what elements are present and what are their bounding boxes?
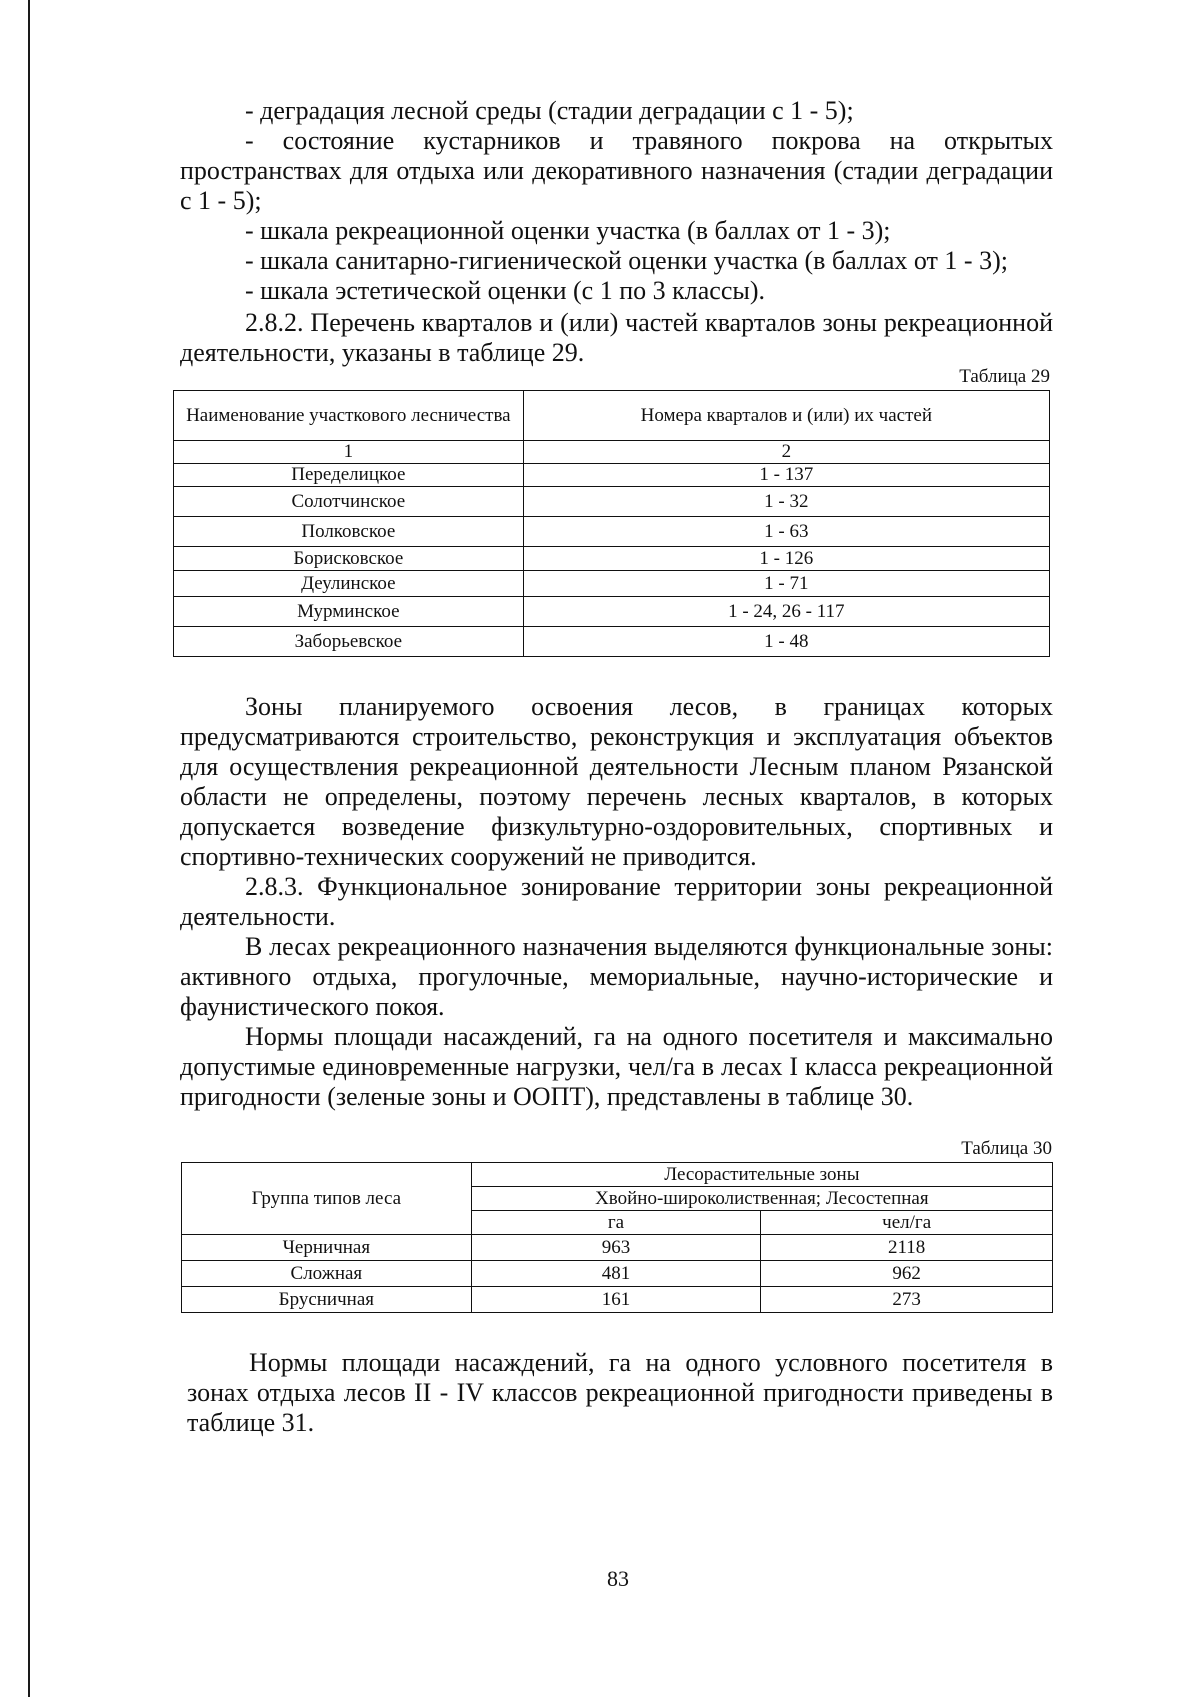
table30-unit-ha: га bbox=[471, 1211, 761, 1235]
table-row bbox=[174, 571, 1050, 597]
table30-unit-people: чел/га bbox=[761, 1211, 1053, 1235]
table29-caption: Таблица 29 bbox=[959, 366, 1050, 387]
table-cell: 1 - 126 bbox=[523, 547, 1049, 571]
table-row bbox=[174, 597, 1050, 627]
table-cell: 1 - 24, 26 - 117 bbox=[523, 597, 1049, 627]
table29-header-row bbox=[174, 391, 1050, 441]
table-cell: 1 - 32 bbox=[523, 487, 1049, 517]
table-cell: 963 bbox=[471, 1235, 761, 1261]
table-cell: Сложная bbox=[182, 1261, 472, 1287]
table-cell: Солотчинское bbox=[174, 487, 524, 517]
paragraph-2-8-3: 2.8.3. Функциональное зонирование территории зоны рекреационной деятельности. bbox=[180, 872, 1053, 931]
table30-header-row bbox=[182, 1163, 1053, 1187]
table-row bbox=[174, 487, 1050, 517]
bullet-sanitary-scale: - шкала санитарно-гигиенической оценки участка (в баллах от 1 - 3); bbox=[245, 246, 1008, 275]
paragraph-norms-class-1: Нормы площади насаждений, га на одного посетителя и максимально допустимые единовременные нагрузки, чел/га в лесах I класса рекреационной пригодности (зеленые зоны и ООПТ), представлены в таблице 30. bbox=[180, 1022, 1053, 1111]
paragraph-norms-class-2-4: Нормы площади насаждений, га на одного условного посетителя в зонах отдыха лесов II - IV классов рекреационной пригодности приведены в таблице 31. bbox=[187, 1348, 1053, 1437]
bullet-shrubs: - состояние кустарников и травяного покрова на открытых пространствах для отдыха или декоративного назначения (стадии деградации с 1 - 5); bbox=[180, 126, 1053, 215]
table29-colnum-row bbox=[174, 441, 1050, 464]
table-cell: Черничная bbox=[182, 1235, 472, 1261]
table-row bbox=[174, 464, 1050, 487]
table30-header-subzone: Хвойно-широколиственная; Лесостепная bbox=[471, 1187, 1052, 1211]
paragraph-zones: Зоны планируемого освоения лесов, в границах которых предусматриваются строительство, реконструкция и эксплуатация объектов для осуществления рекреационной деятельности Лесным планом Рязанской области не определены, поэтому перечень лесных кварталов, в которых допускается возведение физкультурно-оздоровительных, спортивных и спортивно-технических сооружений не приводится. bbox=[180, 692, 1053, 871]
table30-caption: Таблица 30 bbox=[961, 1138, 1052, 1159]
table-cell: 1 - 48 bbox=[523, 627, 1049, 657]
table29-colnum: 1 bbox=[174, 441, 524, 464]
table29-header-quarters: Номера кварталов и (или) их частей bbox=[523, 391, 1049, 441]
table-cell: 161 bbox=[471, 1287, 761, 1313]
table-cell: Заборьевское bbox=[174, 627, 524, 657]
page-number: 83 bbox=[607, 1566, 629, 1591]
table-cell: 962 bbox=[761, 1261, 1053, 1287]
table-row bbox=[182, 1261, 1053, 1287]
table-cell: 1 - 137 bbox=[523, 464, 1049, 487]
table-cell: Переделицкое bbox=[174, 464, 524, 487]
table30-header-zones: Лесорастительные зоны bbox=[471, 1163, 1052, 1187]
table-cell: 2118 bbox=[761, 1235, 1053, 1261]
table29-header-forestry: Наименование участкового лесничества bbox=[174, 391, 524, 441]
bullet-aesthetic-scale: - шкала эстетической оценки (с 1 по 3 классы). bbox=[245, 276, 765, 305]
table-cell: Деулинское bbox=[174, 571, 524, 597]
table30-header-group: Группа типов леса bbox=[182, 1163, 472, 1235]
table-cell: 1 - 63 bbox=[523, 517, 1049, 547]
table-30 bbox=[181, 1162, 1053, 1313]
table-cell: 273 bbox=[761, 1287, 1053, 1313]
paragraph-2-8-2: 2.8.2. Перечень кварталов и (или) частей кварталов зоны рекреационной деятельности, указаны в таблице 29. bbox=[180, 308, 1053, 367]
table-cell: Мурминское bbox=[174, 597, 524, 627]
table-cell: Брусничная bbox=[182, 1287, 472, 1313]
table-row bbox=[174, 627, 1050, 657]
table-row bbox=[174, 547, 1050, 571]
table-29 bbox=[173, 390, 1050, 657]
table-cell: Борисковское bbox=[174, 547, 524, 571]
table-cell: Полковское bbox=[174, 517, 524, 547]
table-cell: 481 bbox=[471, 1261, 761, 1287]
table29-colnum: 2 bbox=[523, 441, 1049, 464]
table-row bbox=[174, 517, 1050, 547]
table-row bbox=[182, 1235, 1053, 1261]
bullet-degradation: - деградация лесной среды (стадии деградации с 1 - 5); bbox=[245, 96, 854, 125]
bullet-recreational-scale: - шкала рекреационной оценки участка (в баллах от 1 - 3); bbox=[245, 216, 891, 245]
table-row bbox=[182, 1287, 1053, 1313]
paragraph-functional-zones: В лесах рекреационного назначения выделяются функциональные зоны: активного отдыха, прогулочные, мемориальные, научно-исторические и фаунистического покоя. bbox=[180, 932, 1053, 1021]
table-cell: 1 - 71 bbox=[523, 571, 1049, 597]
